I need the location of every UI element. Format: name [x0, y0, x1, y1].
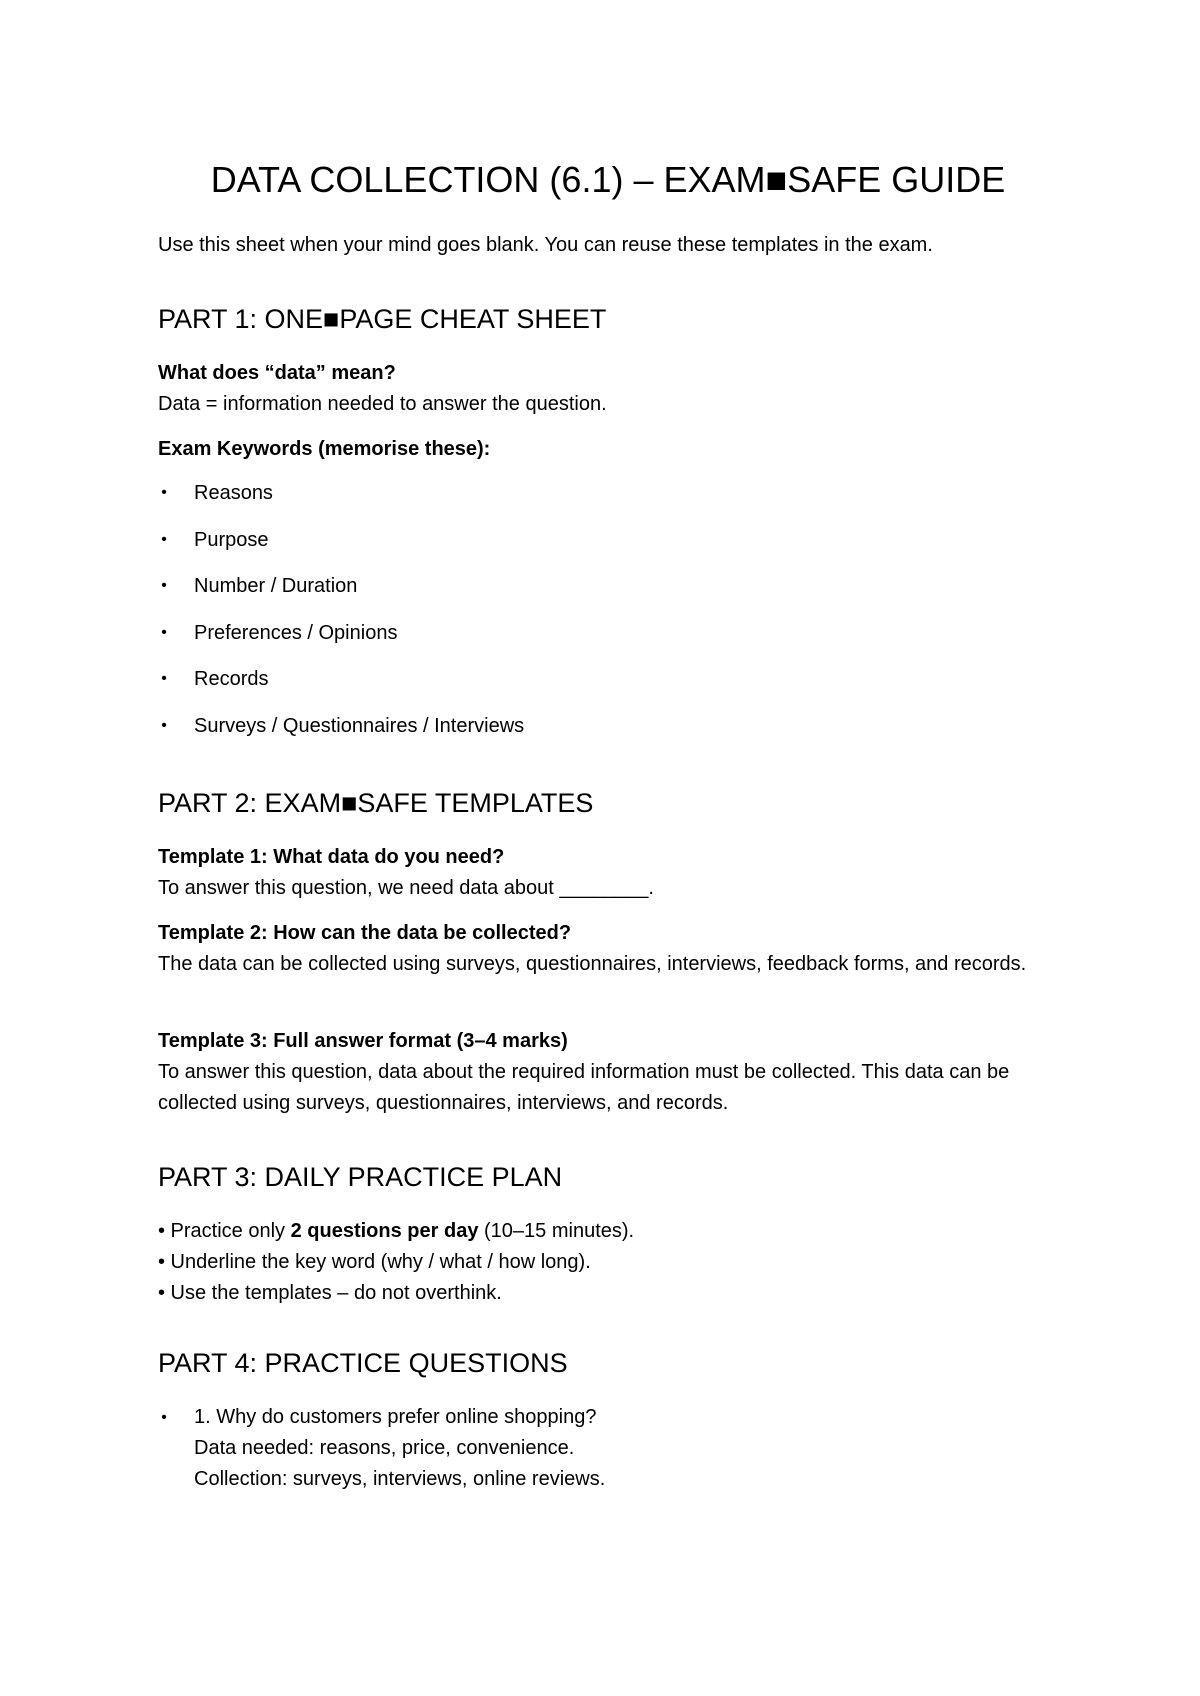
list-item: [158, 713, 524, 760]
keywords-label-block: [158, 434, 1058, 465]
template-1-label: Template 1: What data do you need?: [158, 846, 505, 868]
template-2-label: Template 2: How can the data be collected?: [158, 922, 572, 944]
list-item: [158, 527, 524, 574]
list-item: [158, 666, 524, 713]
plan-line-1-prefix: • Practice only: [158, 1220, 291, 1242]
document-title: DATA COLLECTION (6.1) – EXAM■SAFE GUIDE: [210, 159, 1006, 200]
bullet-icon: •: [161, 484, 167, 501]
plan-line-1: [158, 1216, 1058, 1247]
part1-heading: PART 1: ONE■PAGE CHEAT SHEET: [158, 304, 607, 334]
data-meaning-block: [158, 358, 1058, 420]
template-2-block: [158, 918, 1058, 980]
bullet-icon: •: [161, 670, 167, 688]
list-item: [158, 1402, 1058, 1495]
practice-plan-block: [158, 1216, 1058, 1309]
list-item: [158, 620, 524, 667]
plan-line-1-bold: 2 questions per day: [290, 1220, 479, 1242]
template-1-text: To answer this question, we need data about ________.: [158, 877, 654, 899]
plan-line-2: • Underline the key word (why / what / how long).: [158, 1251, 591, 1273]
keyword-text: Records: [194, 668, 269, 691]
question-text: 1. Why do customers prefer online shopping?: [194, 1406, 597, 1428]
question-data-needed: Data needed: reasons, price, convenience.: [194, 1437, 575, 1459]
list-item: [158, 573, 524, 620]
keyword-text: Number / Duration: [194, 575, 358, 598]
template-2-text: The data can be collected using surveys, questionnaires, interviews, feedback forms, and records.: [158, 953, 1027, 975]
plan-line-3: • Use the templates – do not overthink.: [158, 1282, 502, 1304]
keyword-text: Reasons: [194, 482, 273, 504]
data-meaning-text: Data = information needed to answer the question.: [158, 393, 607, 415]
keyword-text: Purpose: [194, 528, 269, 551]
part3-heading: PART 3: DAILY PRACTICE PLAN: [158, 1162, 563, 1192]
keyword-text: Surveys / Questionnaires / Interviews: [194, 714, 525, 737]
list-item: [158, 480, 524, 527]
bullet-icon: •: [161, 577, 167, 595]
data-meaning-label: What does “data” mean?: [158, 362, 396, 384]
keyword-list: [158, 480, 524, 760]
template-3-label: Template 3: Full answer format (3–4 marks): [158, 1030, 568, 1052]
part2-heading: PART 2: EXAM■SAFE TEMPLATES: [158, 788, 594, 818]
keyword-text: Preferences / Opinions: [194, 621, 398, 644]
intro-text: Use this sheet when your mind goes blank. You can reuse these templates in the exam.: [158, 234, 933, 256]
bullet-icon: •: [161, 623, 167, 641]
bullet-icon: •: [161, 1409, 167, 1426]
bullet-icon: •: [161, 530, 167, 548]
template-3-block: [158, 1026, 1058, 1119]
part4-heading: PART 4: PRACTICE QUESTIONS: [158, 1348, 568, 1378]
plan-line-1-suffix: (10–15 minutes).: [478, 1220, 635, 1242]
keywords-label: Exam Keywords (memorise these):: [158, 438, 491, 460]
bullet-icon: •: [161, 716, 167, 734]
question-collection: Collection: surveys, interviews, online reviews.: [194, 1468, 606, 1490]
template-1-block: [158, 842, 1058, 904]
template-3-text: To answer this question, data about the required information must be collected. This data can be collected using surveys, questionnaires, interviews, and records.: [158, 1061, 1010, 1114]
